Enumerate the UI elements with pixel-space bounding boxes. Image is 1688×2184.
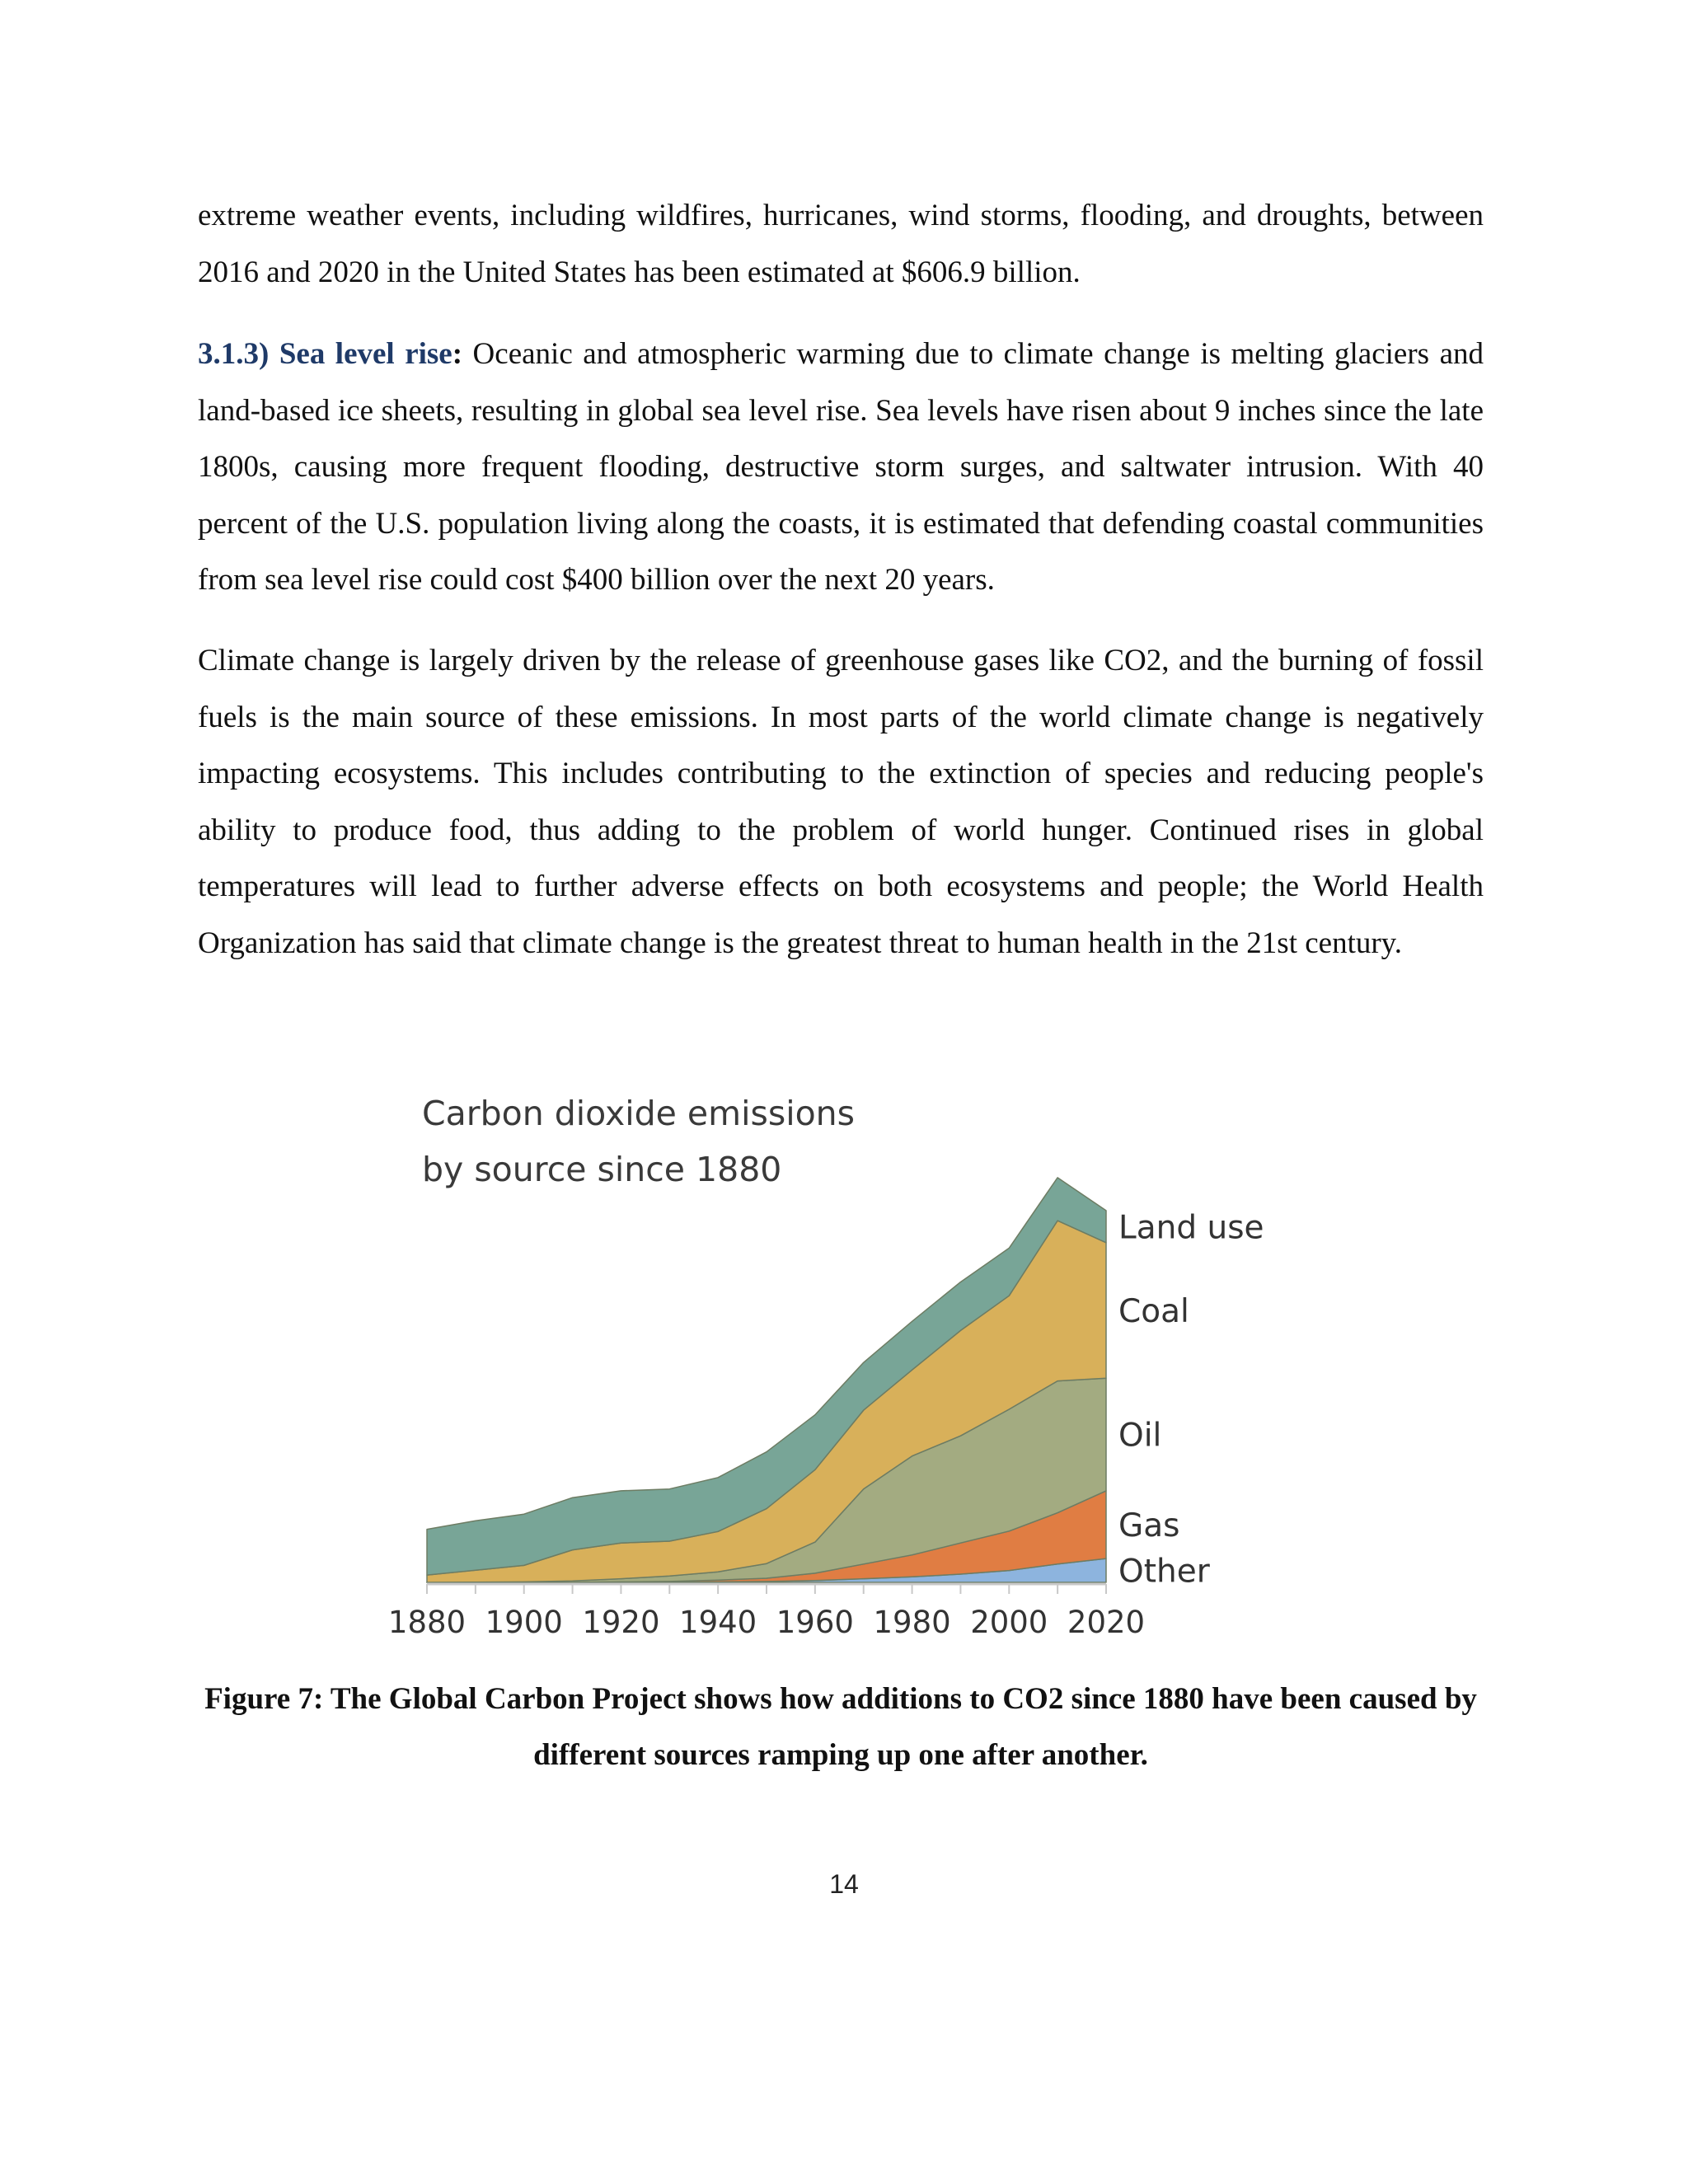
series-label-coal: Coal bbox=[1118, 1293, 1189, 1330]
section-heading-colon: : bbox=[452, 337, 463, 371]
chart-svg bbox=[379, 1088, 1302, 1681]
section-heading: 3.1.3) Sea level rise bbox=[198, 337, 452, 371]
x-tick-label: 1940 bbox=[679, 1605, 757, 1640]
chart-title-line-1: Carbon dioxide emissions bbox=[422, 1094, 856, 1133]
series-labels bbox=[1118, 1209, 1264, 1590]
co2-emissions-chart bbox=[379, 1088, 1302, 1681]
chart-areas bbox=[427, 1178, 1106, 1582]
x-tick-label: 1900 bbox=[485, 1605, 563, 1640]
paragraph-climate-change: Climate change is largely driven by the release of greenhouse gases like CO2, and the burning of fossil fuels is the main source of these emissions. In most parts of the world climate change is negatively impacting ecosystems. This includes contributing to the extinction of species and reducing people's ability to produce food, thus adding to the problem of world hunger. Continued rises in global temperatures will lead to further adverse effects on both ecosystems and people; the World Health Organization has said that climate change is the greatest threat to human health in the 21st century. bbox=[198, 644, 1484, 960]
series-label-land-use: Land use bbox=[1118, 1209, 1264, 1247]
series-label-other: Other bbox=[1118, 1553, 1210, 1591]
series-label-gas: Gas bbox=[1118, 1507, 1180, 1544]
x-tick-label: 1880 bbox=[387, 1605, 467, 1640]
x-axis-ticks bbox=[388, 1584, 1145, 1640]
chart-title-line-2: by source since 1880 bbox=[422, 1150, 782, 1189]
x-tick-label: 1980 bbox=[873, 1605, 951, 1640]
x-tick-label: 1920 bbox=[582, 1605, 660, 1640]
x-tick-label: 1960 bbox=[776, 1605, 854, 1640]
paragraph-sea-level-body: Oceanic and atmospheric warming due to climate change is melting glaciers and land-based ice sheets, resulting in global sea level rise. Sea levels have risen about 9 inches since the late 1800s, causing more frequent flooding, destructive storm surges, and saltwater intrusion. With 40 percent of the U.S. population living along the coasts, it is estimated that defending coastal communities from sea level rise could cost $400 billion over the next 20 years. bbox=[198, 337, 1484, 597]
series-label-oil: Oil bbox=[1118, 1417, 1162, 1455]
x-tick-label: 2020 bbox=[1067, 1605, 1146, 1640]
x-tick-label: 2000 bbox=[970, 1605, 1048, 1640]
paragraph-extreme-weather: extreme weather events, including wildfires, hurricanes, wind storms, flooding, and droughts, between 2016 and 2020 in the United States has been estimated at $606.9 billion. bbox=[198, 199, 1484, 289]
paragraph-sea-level-rise bbox=[198, 326, 1484, 609]
page-number: 14 bbox=[829, 1869, 859, 1899]
figure-caption: Figure 7: The Global Carbon Project shows how additions to CO2 since 1880 have been caused by different sources ramping up one after another. bbox=[204, 1682, 1477, 1772]
